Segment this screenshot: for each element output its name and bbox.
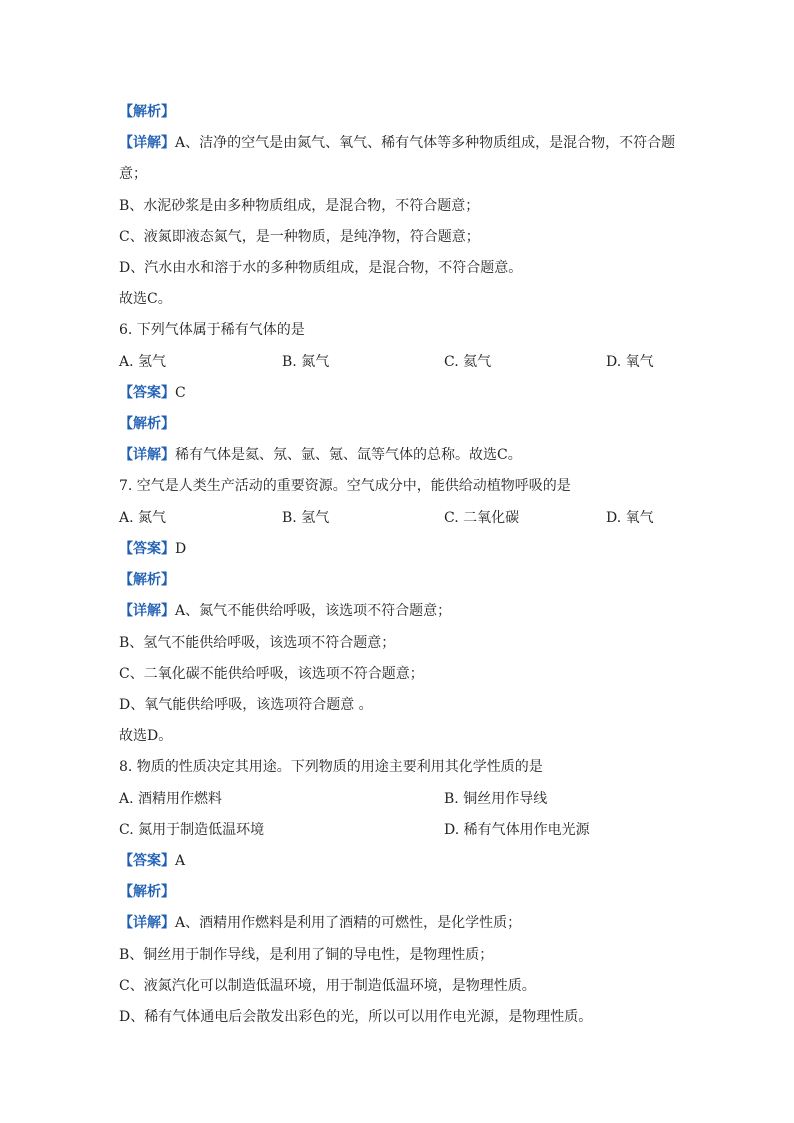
detail-option-c: C、液氮即液态氮气，是一种物质，是纯净物，符合题意； [119,229,480,245]
options-row [119,508,679,528]
answer-line [119,383,186,403]
analysis-heading [119,414,175,434]
detail-tag: 【详解】 [119,603,175,619]
option-b: B. 铜丝用作导线 [444,791,548,807]
analysis-heading [119,102,175,122]
detail-text: A、酒精用作燃料是利用了酒精的可燃性，是化学性质； [175,915,522,931]
option-a: A. 氮气 [119,510,167,526]
detail-option-c: C、二氧化碳不能供给呼吸，该选项不符合题意； [119,666,424,682]
answer-line [119,539,186,559]
analysis-tag: 【解析】 [119,104,175,120]
detail-option-d: D、汽水由水和溶于水的多种物质组成，是混合物，不符合题意。 [119,260,523,276]
answer-line [119,851,185,871]
option-a: A. 氢气 [119,354,167,370]
detail-option-b: B、铜丝用于制作导线，是利用了铜的导电性，是物理性质； [119,947,494,963]
analysis-tag: 【解析】 [119,884,175,900]
conclusion: 故选D。 [119,728,173,744]
analysis-heading [119,570,175,590]
option-c: C. 氮用于制造低温环境 [119,822,265,838]
detail-paragraph [119,133,675,153]
answer-value: A [175,853,186,869]
detail-option-d: D、稀有气体通电后会散发出彩色的光，所以可以用作电光源，是物理性质。 [119,1009,593,1025]
option-b: B. 氮气 [282,354,330,370]
option-c: C. 氦气 [444,354,492,370]
answer-tag: 【答案】 [119,541,175,557]
detail-option-c: C、液氮汽化可以制造低温环境，用于制造低温环境，是物理性质。 [119,978,536,994]
answer-tag: 【答案】 [119,385,175,401]
options-row [119,352,679,372]
analysis-tag: 【解析】 [119,572,175,588]
detail-option-d: D、氧气能供给呼吸，该选项符合题意 。 [119,697,373,713]
option-a: A. 酒精用作燃料 [119,791,223,807]
option-d: D. 氧气 [606,510,654,526]
detail-option-b: B、水泥砂浆是由多种物质组成，是混合物，不符合题意； [119,198,480,214]
answer-value: C [175,385,186,401]
detail-text: A、洁净的空气是由氮气、氧气、稀有气体等多种物质组成，是混合物，不符合题 [175,135,676,151]
conclusion: 故选C。 [119,291,172,307]
option-c: C. 二氧化碳 [444,510,520,526]
detail-paragraph [119,601,451,621]
question-stem: 8. 物质的性质决定其用途。下列物质的用途主要利用其化学性质的是 [119,759,543,775]
detail-text: 稀有气体是氦、氖、氩、氪、氙等气体的总称。故选C。 [175,447,522,463]
detail-paragraph [119,445,522,465]
detail-option-b: B、氢气不能供给呼吸，该选项不符合题意； [119,635,396,651]
option-b: B. 氢气 [282,510,330,526]
options-row [119,820,639,840]
option-d: D. 稀有气体用作电光源 [444,822,590,838]
answer-value: D [175,541,187,557]
answer-tag: 【答案】 [119,853,175,869]
detail-tag: 【详解】 [119,915,175,931]
analysis-tag: 【解析】 [119,416,175,432]
detail-paragraph [119,913,521,933]
detail-tag: 【详解】 [119,135,175,151]
options-row [119,789,639,809]
question-stem: 6. 下列气体属于稀有气体的是 [119,322,305,338]
question-stem: 7. 空气是人类生产活动的重要资源。空气成分中，能供给动植物呼吸的是 [119,478,571,494]
detail-continuation: 意； [119,166,147,182]
detail-text: A、氮气不能供给呼吸，该选项不符合题意； [175,603,452,619]
analysis-heading [119,882,175,902]
option-d: D. 氧气 [606,354,654,370]
detail-tag: 【详解】 [119,447,175,463]
